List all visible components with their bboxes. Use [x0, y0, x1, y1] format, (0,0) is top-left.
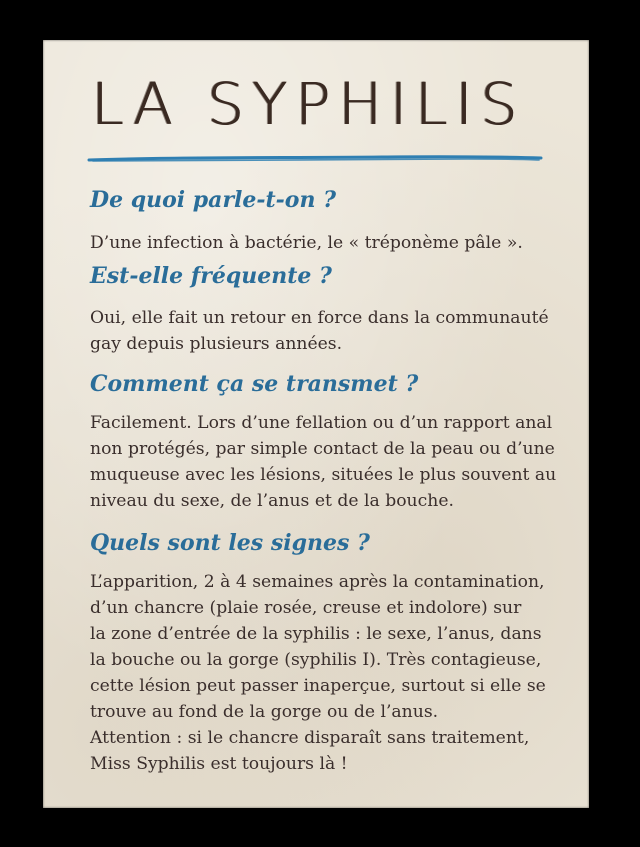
section-body-transmission: Facilement. Lors d’une fellation ou d’un rapport anal non protégés, par simple contact de la peau ou d’une muqueuse avec les lésions, situées le plus souvent au niveau du sexe, de l’anus et de la bouche. [90, 413, 557, 511]
section-body-what: D’une infection à bactérie, le « tréponème pâle ». [90, 233, 523, 253]
section-heading-what: De quoi parle-t-on ? [90, 187, 337, 213]
section-body-frequency: Oui, elle fait un retour en force dans la communauté gay depuis plusieurs années. [90, 308, 549, 354]
page-title: LA SYPHILIS [91, 70, 525, 138]
section-heading-symptoms: Quels sont les signes ? [90, 530, 370, 556]
section-heading-frequency: Est-elle fréquente ? [90, 263, 332, 289]
title-underline [87, 155, 543, 163]
leaflet-page [43, 40, 589, 808]
section-heading-transmission: Comment ça se transmet ? [90, 371, 419, 397]
section-body-symptoms: L’apparition, 2 à 4 semaines après la contamination, d’un chancre (plaie rosée, creuse et indolore) sur la zone d’entrée de la syphilis : le sexe, l’anus, dans la bouche ou la gorge (syphilis I). Très contagieuse, cette lésion peut passer inaperçue, surtout si elle se trouve au fond de la gorge ou de l’anus. Attention : si le chancre disparaît sans traitement, Miss Syphilis est toujours là ! [90, 572, 546, 774]
